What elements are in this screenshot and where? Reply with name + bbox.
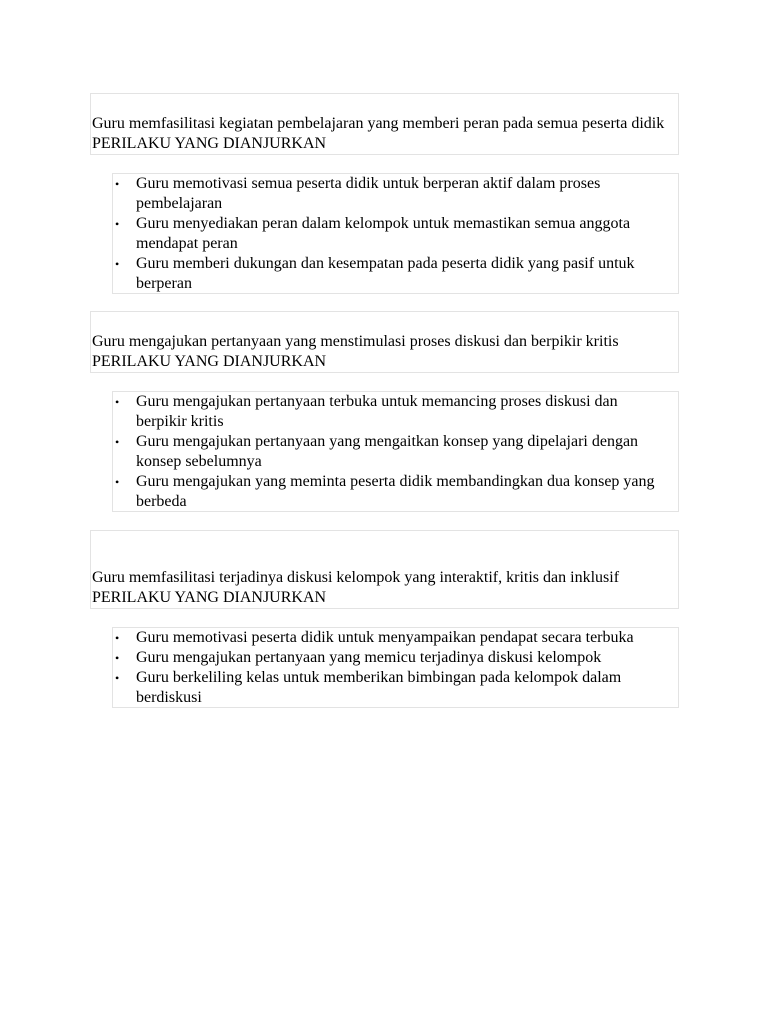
list-item-text: Guru mengajukan pertanyaan terbuka untuk memancing proses diskusi dan berpikir kritis — [136, 393, 618, 430]
bullet-icon: • — [115, 257, 120, 271]
list-item — [113, 668, 678, 708]
bullet-icon: • — [115, 631, 120, 645]
section-2-subtitle: PERILAKU YANG DIANJURKAN — [92, 353, 327, 370]
section-1-subtitle: PERILAKU YANG DIANJURKAN — [92, 135, 327, 152]
list-item — [113, 648, 678, 668]
list-item-text: Guru memotivasi semua peserta didik untuk berperan aktif dalam proses pembelajaran — [136, 175, 601, 212]
section-3-heading — [90, 530, 679, 609]
list-item — [113, 432, 678, 472]
list-item — [113, 472, 678, 512]
list-item — [113, 214, 678, 254]
section-3-list — [112, 627, 679, 708]
section-1-heading — [90, 93, 679, 155]
bullet-icon: • — [115, 435, 120, 449]
list-item-text: Guru mengajukan yang meminta peserta didik membandingkan dua konsep yang berbeda — [136, 473, 655, 510]
list-item-text: Guru mengajukan pertanyaan yang mengaitkan konsep yang dipelajari dengan konsep sebelumnya — [136, 433, 639, 470]
section-3-subtitle: PERILAKU YANG DIANJURKAN — [92, 589, 327, 606]
list-item — [113, 174, 678, 214]
section-1-list — [112, 173, 679, 294]
list-item — [113, 628, 678, 648]
section-2-title: Guru mengajukan pertanyaan yang menstimulasi proses diskusi dan berpikir kritis — [92, 333, 619, 350]
bullet-icon: • — [115, 651, 120, 665]
bullet-icon: • — [115, 475, 120, 489]
list-item-text: Guru memotivasi peserta didik untuk menyampaikan pendapat secara terbuka — [136, 629, 634, 646]
bullet-icon: • — [115, 395, 120, 409]
list-item — [113, 254, 678, 294]
section-3-title: Guru memfasilitasi terjadinya diskusi kelompok yang interaktif, kritis dan inklusif — [92, 569, 620, 586]
section-1-title: Guru memfasilitasi kegiatan pembelajaran yang memberi peran pada semua peserta didik — [92, 115, 665, 132]
list-item — [113, 392, 678, 432]
list-item-text: Guru berkeliling kelas untuk memberikan bimbingan pada kelompok dalam berdiskusi — [136, 669, 622, 706]
bullet-icon: • — [115, 217, 120, 231]
list-item-text: Guru menyediakan peran dalam kelompok untuk memastikan semua anggota mendapat peran — [136, 215, 631, 252]
list-item-text: Guru mengajukan pertanyaan yang memicu terjadinya diskusi kelompok — [136, 649, 602, 666]
bullet-icon: • — [115, 671, 120, 685]
section-2-list — [112, 391, 679, 512]
list-item-text: Guru memberi dukungan dan kesempatan pada peserta didik yang pasif untuk berperan — [136, 255, 635, 292]
bullet-icon: • — [115, 177, 120, 191]
section-2-heading — [90, 311, 679, 373]
